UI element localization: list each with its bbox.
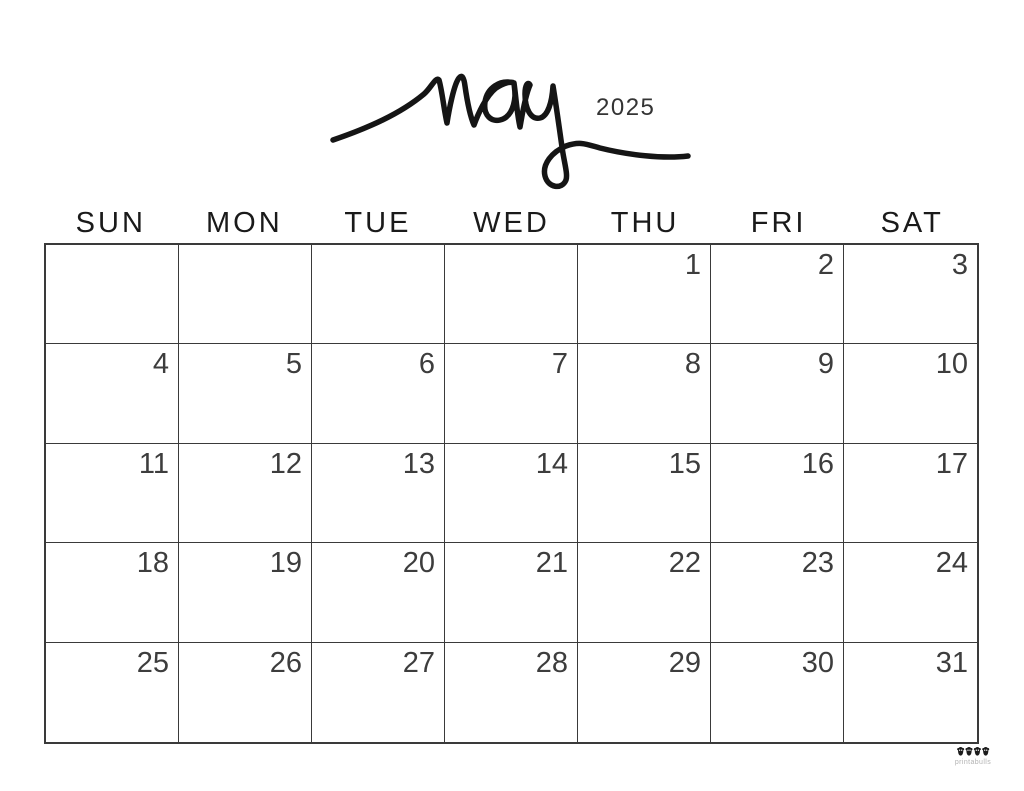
day-number: 28 (535, 646, 568, 679)
day-cell (844, 245, 977, 344)
day-number: 18 (136, 547, 169, 580)
day-cell (179, 344, 312, 443)
day-cell (711, 344, 844, 443)
day-number: 24 (935, 547, 968, 580)
day-number: 23 (801, 547, 834, 580)
weekday-label-tue: TUE (344, 207, 412, 239)
day-number: 11 (138, 447, 169, 480)
day-cell (445, 344, 578, 443)
day-number (435, 252, 444, 258)
day-number: 9 (817, 348, 834, 381)
day-number: 7 (551, 348, 568, 381)
weekday-label-mon: MON (206, 207, 283, 239)
day-number (169, 252, 178, 258)
day-number: 30 (801, 646, 834, 679)
day-number: 21 (535, 547, 568, 580)
day-cell (844, 643, 977, 742)
day-cell (179, 643, 312, 742)
day-cell (312, 444, 445, 543)
day-cell (46, 543, 179, 642)
weekday-label-sun: SUN (75, 207, 146, 239)
day-cell (578, 344, 711, 443)
day-cell (844, 344, 977, 443)
day-number: 12 (269, 447, 302, 480)
year-label: 2025 (596, 94, 656, 121)
day-number: 15 (668, 447, 701, 480)
month-name (0, 0, 1, 1)
day-number: 10 (935, 348, 968, 381)
day-cell (179, 444, 312, 543)
calendar-grid (44, 243, 979, 744)
month-script-may (328, 52, 712, 204)
weekday-label-wed: WED (473, 207, 550, 239)
watermark (952, 745, 994, 766)
day-number: 3 (951, 249, 968, 281)
day-cell (46, 643, 179, 742)
day-number: 29 (668, 646, 701, 679)
day-number: 14 (535, 447, 568, 480)
day-cell (711, 245, 844, 344)
day-number: 19 (269, 547, 302, 580)
day-cell (312, 643, 445, 742)
day-cell (312, 245, 445, 344)
day-cell (179, 245, 312, 344)
day-cell (711, 444, 844, 543)
day-number: 6 (418, 348, 435, 381)
day-number: 2 (817, 249, 834, 281)
bulls-logo-icon (956, 745, 990, 758)
day-number: 27 (402, 646, 435, 679)
day-number: 5 (285, 348, 302, 381)
weekday-label-thu: THU (610, 207, 680, 239)
watermark-text: printabulls (954, 759, 992, 766)
calendar-title (0, 0, 1024, 205)
day-number: 20 (402, 547, 435, 580)
day-number: 22 (668, 547, 701, 580)
day-cell (711, 543, 844, 642)
day-cell (312, 543, 445, 642)
day-cell (445, 543, 578, 642)
day-cell (312, 344, 445, 443)
day-cell (578, 543, 711, 642)
day-number: 1 (684, 249, 701, 281)
day-number: 4 (152, 348, 169, 381)
day-number: 26 (269, 646, 302, 679)
day-number: 13 (402, 447, 435, 480)
day-cell (844, 444, 977, 543)
day-cell (46, 344, 179, 443)
day-cell (844, 543, 977, 642)
day-number: 8 (684, 348, 701, 381)
day-number (302, 252, 311, 258)
day-cell (46, 245, 179, 344)
day-cell (578, 643, 711, 742)
day-number: 31 (935, 646, 968, 679)
day-number: 25 (136, 646, 169, 679)
day-cell (711, 643, 844, 742)
day-number (568, 252, 577, 258)
day-cell (445, 444, 578, 543)
weekday-label-fri: FRI (750, 207, 807, 239)
day-cell (578, 444, 711, 543)
weekday-header-row (44, 203, 979, 243)
day-number: 16 (801, 447, 834, 480)
day-cell (179, 543, 312, 642)
day-number: 17 (935, 447, 968, 480)
day-cell (445, 245, 578, 344)
day-cell (46, 444, 179, 543)
weekday-label-sat: SAT (880, 207, 944, 239)
day-cell (578, 245, 711, 344)
day-cell (445, 643, 578, 742)
